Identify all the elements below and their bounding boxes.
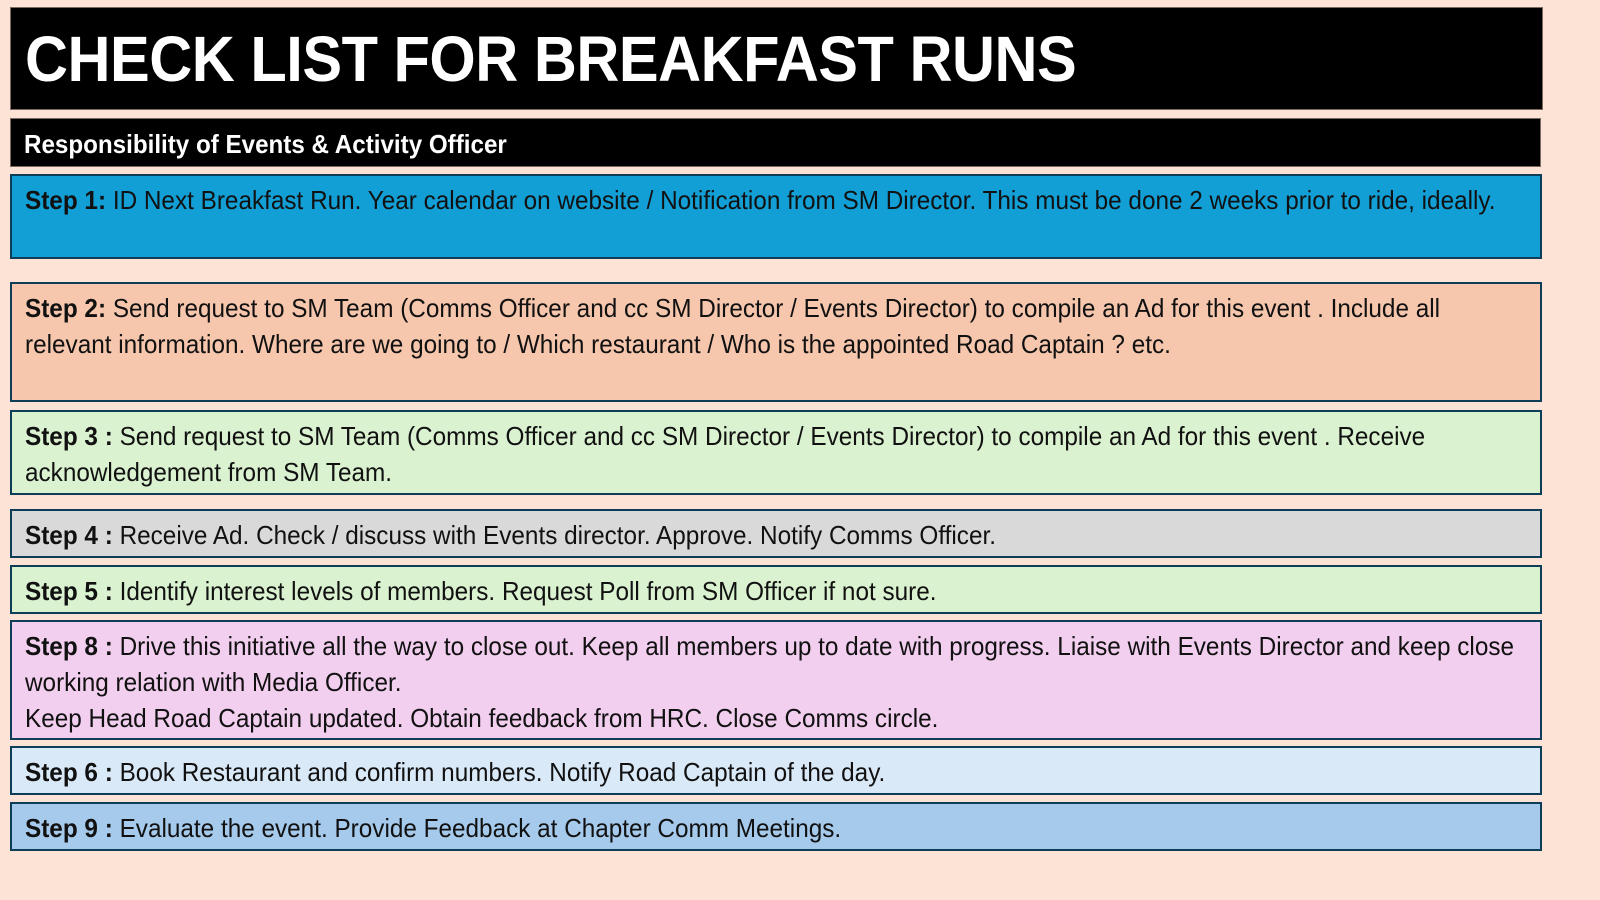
step-label: Step 6 : [25, 757, 113, 787]
step-text: ID Next Breakfast Run. Year calendar on website / Notification from SM Director. This must be done 2 weeks prior to ride, ideally. [112, 185, 1496, 215]
step-6-box [10, 746, 1542, 795]
page-subtitle: Responsibility of Events & Activity Officer [24, 129, 507, 159]
step-3-box [10, 410, 1542, 495]
step-4-box [10, 509, 1542, 558]
step-text: Identify interest levels of members. Request Poll from SM Officer if not sure. [119, 576, 937, 606]
step-label: Step 3 : [25, 421, 113, 451]
step-text: Evaluate the event. Provide Feedback at Chapter Comm Meetings. [119, 813, 842, 843]
step-label: Step 4 : [25, 520, 113, 550]
step-text: Send request to SM Team (Comms Officer and cc SM Director / Events Director) to compile an Ad for this event . Receive acknowledgement from SM Team. [25, 421, 1426, 487]
step-text: Receive Ad. Check / discuss with Events director. Approve. Notify Comms Officer. [119, 520, 996, 550]
step-text: Send request to SM Team (Comms Officer and cc SM Director / Events Director) to compile an Ad for this event . Include all relevant information. Where are we going to / Which restaurant / Who is the appointed Road Captain ? etc. [25, 293, 1441, 359]
step-2-box [10, 282, 1542, 402]
step-text: Book Restaurant and confirm numbers. Notify Road Captain of the day. [119, 757, 886, 787]
step-label: Step 2: [25, 293, 107, 323]
step-label: Step 1: [25, 185, 107, 215]
step-5-box [10, 565, 1542, 614]
step-8-box [10, 620, 1542, 740]
step-9-box [10, 802, 1542, 851]
step-label: Step 9 : [25, 813, 113, 843]
page-title: CHECK LIST FOR BREAKFAST RUNS [25, 23, 1077, 95]
step-label: Step 5 : [25, 576, 113, 606]
step-1-box [10, 174, 1542, 259]
step-text: Drive this initiative all the way to close out. Keep all members up to date with progress. Liaise with Events Director and keep close working relation with Media Officer. [25, 631, 1515, 697]
subtitle-banner [10, 118, 1541, 167]
title-banner [10, 7, 1543, 110]
step-text-extra: Keep Head Road Captain updated. Obtain feedback from HRC. Close Comms circle. [25, 703, 939, 733]
step-label: Step 8 : [25, 631, 113, 661]
